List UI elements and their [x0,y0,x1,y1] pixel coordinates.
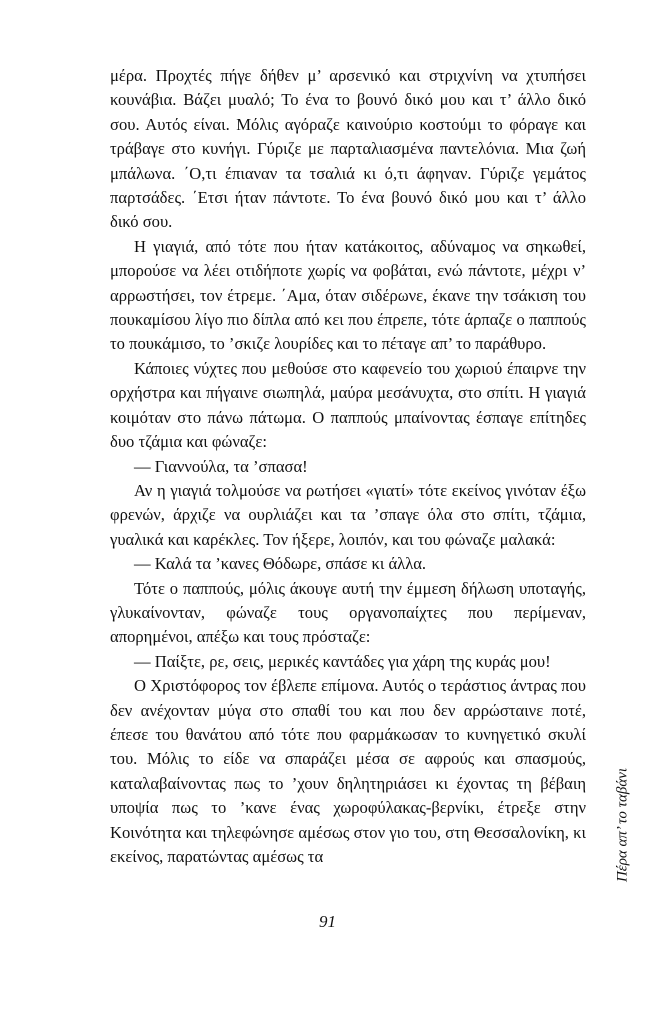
body-text [110,64,586,869]
running-title-container [608,750,638,900]
dialog-line-3: — Παίξτε, ρε, σεις, μερικές καντάδες για χάρη της κυράς μου! [134,651,551,671]
paragraph-2: Η γιαγιά, από τότε που ήταν κατάκοιτος, αδύναμος να σηκωθεί, μπορούσε να λέει οτιδήποτε χωρίς να φοβάται, ενώ πάντοτε, μέχρι ν’ αρρωστήσει, τον έτρεμε. ΄Αμα, όταν σιδέρωνε, έκανε την τσάκιση του πουκαμίσου λίγο πιο δίπλα από κει που έπρεπε, τότε άρπαζε ο παππούς το πουκάμισο, το ’σκιζε λουρίδες και το πέταγε απ’ το παράθυρο. [110,236,586,354]
paragraph-3: Κάποιες νύχτες που μεθούσε στο καφενείο του χωριού έπαιρνε την ορχήστρα και πήγαινε σιωπηλά, μαύρα μεσάνυχτα, στο σπίτι. Η γιαγιά κοιμόταν στο πάνω πάτωμα. Ο παππούς μπαίνοντας έσπαγε επίτηδες δυο τζάμια και φώναζε: [110,358,586,452]
paragraph-4: Αν η γιαγιά τολμούσε να ρωτήσει «γιατί» τότε εκείνος γινόταν έξω φρενών, άρχιζε να ουρλιάζει και τα ’σπαγε όλα στο σπίτι, τζάμια, γυαλικά και καρέκλες. Τον ήξερε, λοιπόν, και του φώναζε μαλακά: [110,480,586,549]
dialog-line-2: — Καλά τα ’κανες Θόδωρε, σπάσε κι άλλα. [134,554,427,574]
page-number: 91 [319,912,336,931]
paragraph-1: μέρα. Προχτές πήγε δήθεν μ’ αρσενικό και στριχνίνη να χτυπήσει κουνάβια. Βάζει μυαλό; Το ένα το βουνό δικό μου και τ’ άλλο δικό σου. Αυτός είναι. Μόλις αγόραζε καινούριο κοστούμι το φόραγε και τράβαγε στο κυνήγι. Γύριζε με παρταλιασμένα παντελόνια. Μια ζωή μπάλωνα. ΄Ο,τι έπιαναν τα τσαλιά κι ό,τι άφηναν. Γύριζε γεμάτος παρτσάδες. ΄Ετσι ήταν πάντοτε. Το ένα βουνό δικό μου και τ’ άλλο δικό σου. [110,66,586,232]
running-title: Πέρα απ’ το ταβάνι [614,767,631,883]
paragraph-5: Τότε ο παππούς, μόλις άκουγε αυτή την έμμεση δήλωση υποταγής, γλυκαίνονταν, φώναζε τους οργανοπαίχτες που περίμεναν, απορημένοι, απέξω και τους πρόσταζε: [110,578,586,647]
dialog-line-1: — Γιαννούλα, τα ’σπασα! [134,456,308,476]
paragraph-6: Ο Χριστόφορος τον έβλεπε επίμονα. Αυτός ο τεράστιος άντρας που δεν ανέχονταν μύγα στο σπαθί του και που δεν αρρώσταινε ποτέ, έπεσε του θανάτου από τότε που φαρμάκωσαν το κυνηγετικό σκυλί του. Μόλις το είδε να σπαράζει μέσα σε αφρούς και σπασμούς, καταλαβαίνοντας πως το ’χουν δηλητηριάσει κι έχοντας τη βέβαιη υποψία πως το ’κανε ένας χωροφύλακας-βερνίκι, έτρεξε στην Κοινότητα και τηλεφώνησε αμέσως στον γιο του, στη Θεσσαλονίκη, κι εκείνος, παρατώντας αμέσως τα [110,676,586,866]
